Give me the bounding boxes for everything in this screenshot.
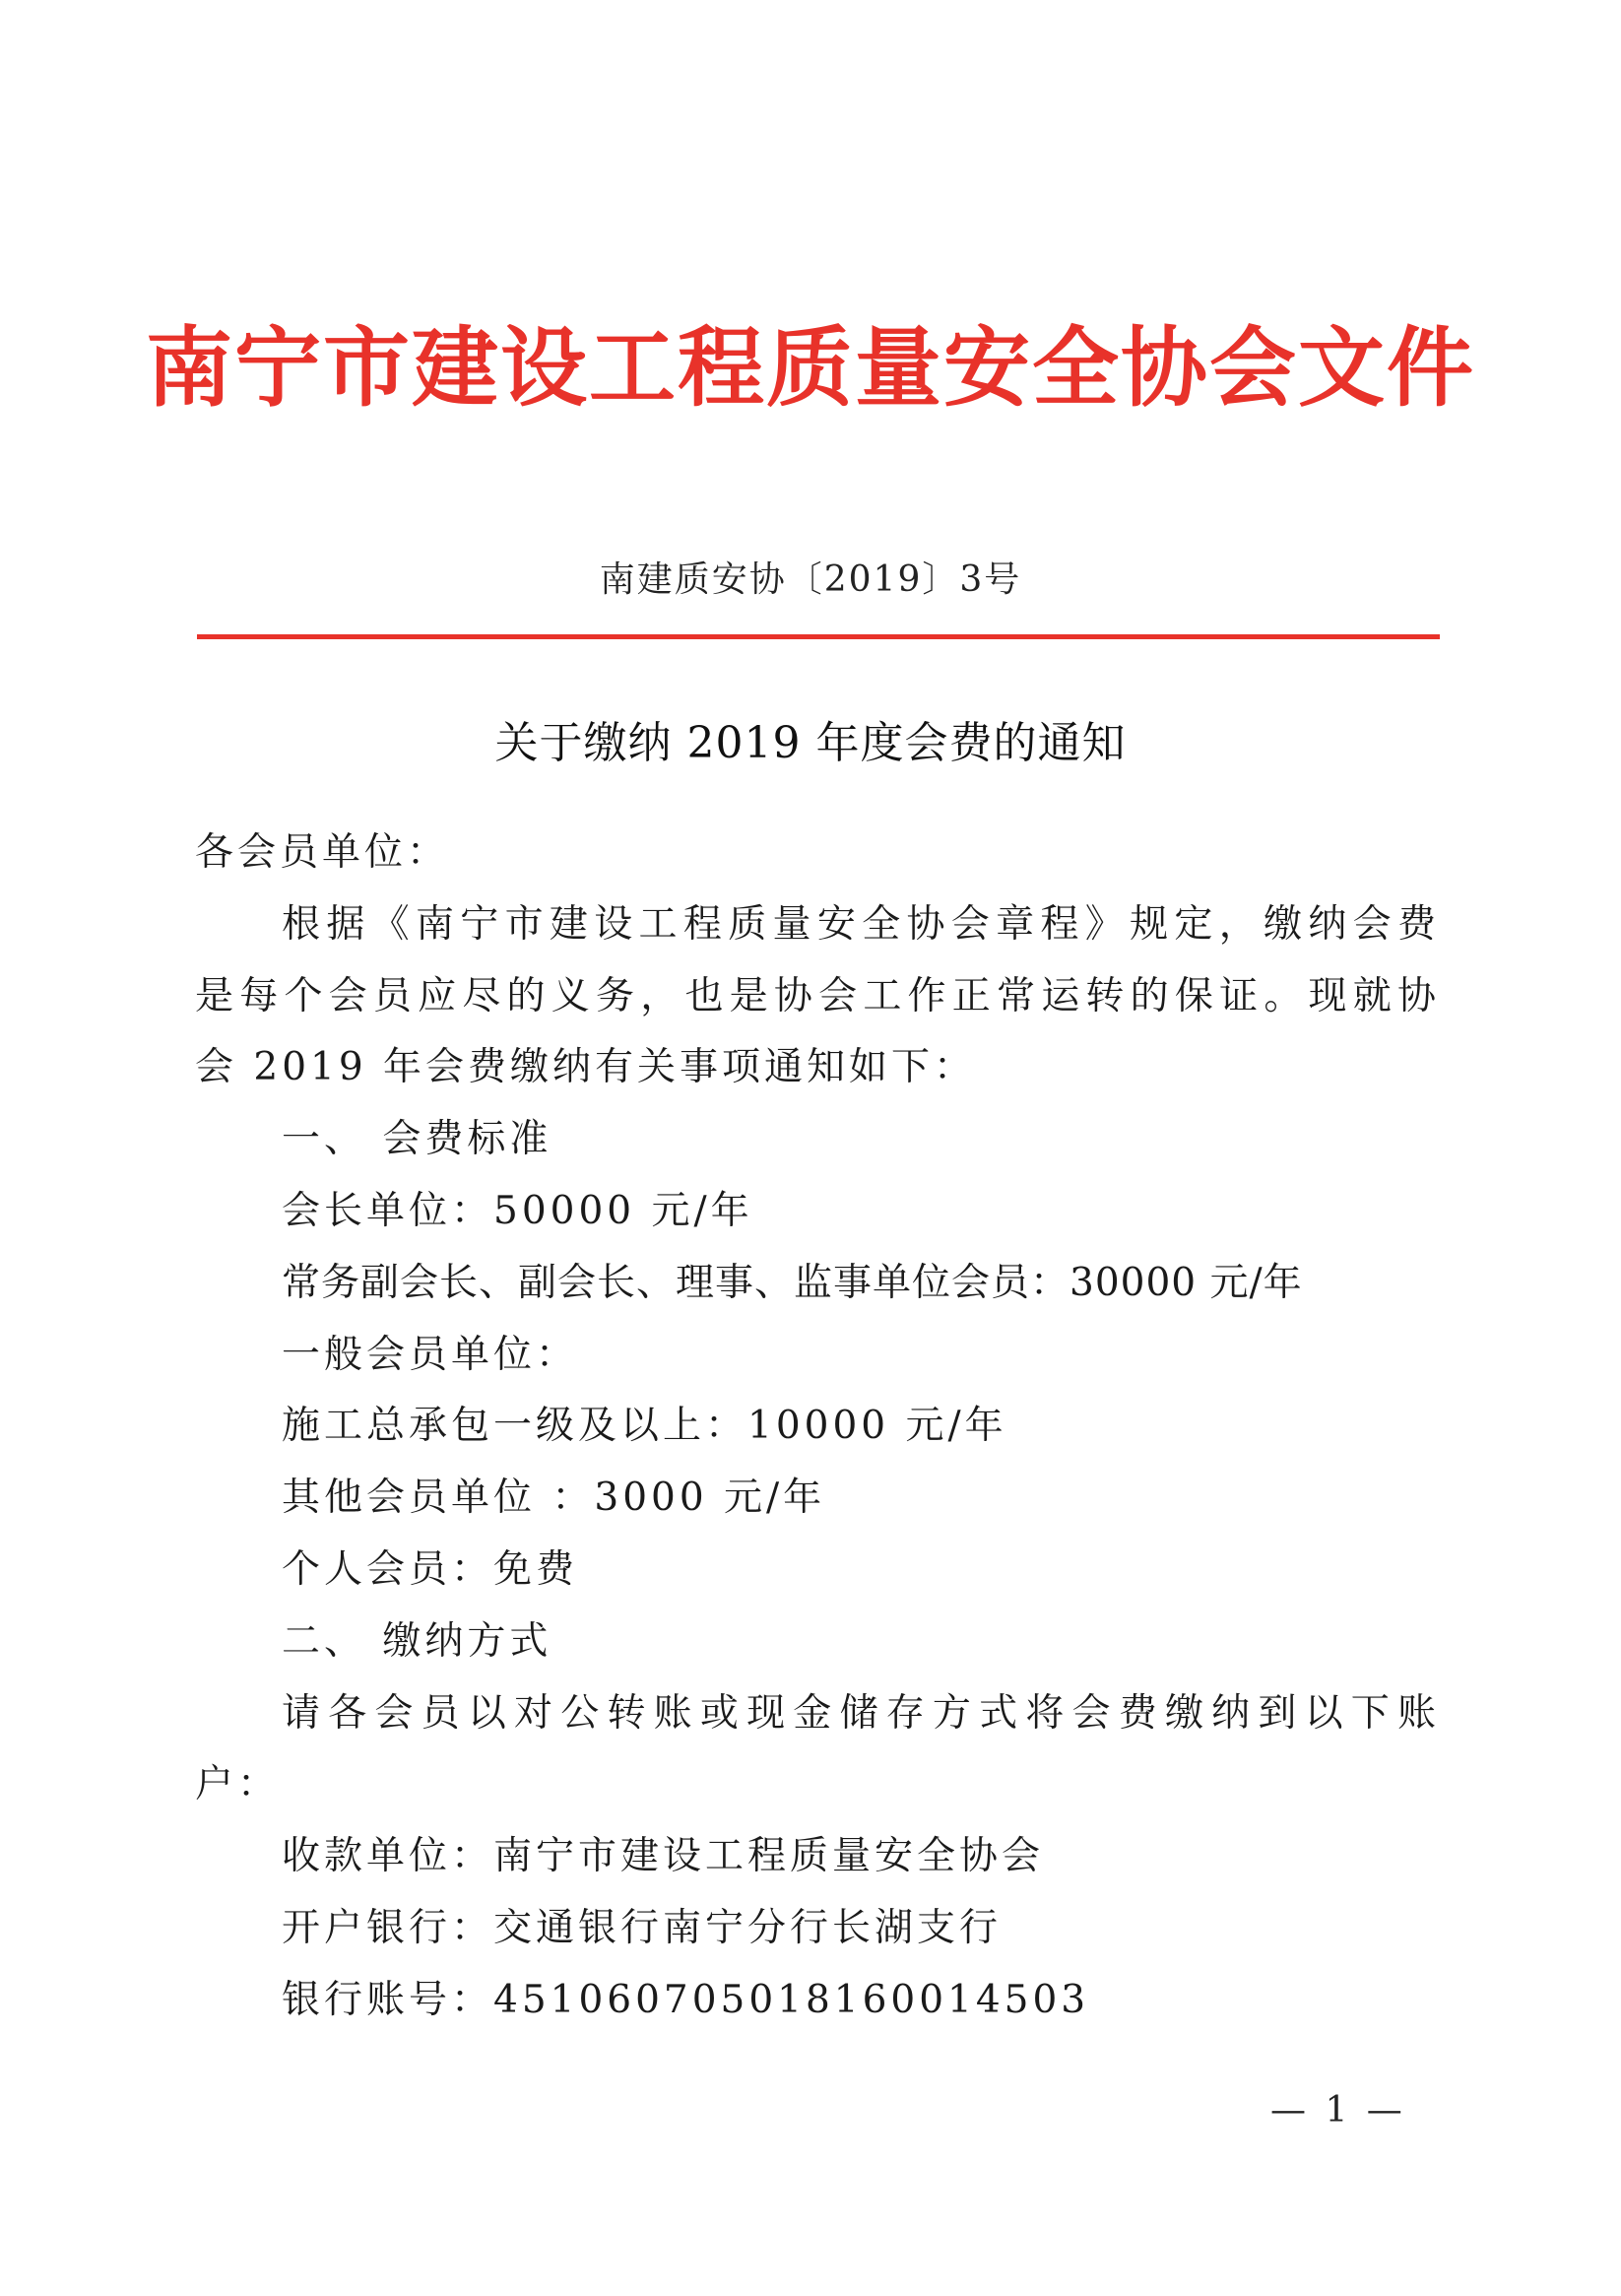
document-header-title: 南宁市建设工程质量安全协会文件	[145, 317, 1475, 419]
payee-info: 收款单位：南宁市建设工程质量安全协会	[282, 1834, 1045, 1879]
intro-paragraph-line: 是每个会员应尽的义务，也是协会工作正常运转的保证。现就协	[195, 973, 1440, 1018]
payment-paragraph-line: 请各会员以对公转账或现金储存方式将会费缴纳到以下账	[282, 1690, 1440, 1736]
bank-info: 开户银行：交通银行南宁分行长湖支行	[282, 1905, 1003, 1950]
payment-paragraph-line: 户：	[195, 1762, 281, 1807]
intro-paragraph-line: 会 2019 年会费缴纳有关事项通知如下：	[195, 1045, 977, 1090]
salutation: 各会员单位：	[195, 830, 450, 875]
notice-body	[195, 818, 1440, 2037]
fee-item-contractor: 施工总承包一级及以上：10000 元/年	[282, 1404, 1007, 1449]
fee-item-other: 其他会员单位 ：3000 元/年	[282, 1476, 826, 1521]
intro-paragraph-line: 根据《南宁市建设工程质量安全协会章程》规定，缴纳会费	[282, 901, 1440, 947]
page-number: — 1 —	[1270, 2090, 1406, 2131]
fee-item-individual: 个人会员：免费	[282, 1546, 579, 1592]
section-heading-fee-standard: 一、 会费标准	[282, 1117, 552, 1162]
account-number: 银行账号：451060705018160014503	[282, 1977, 1090, 2022]
red-divider-line	[197, 634, 1440, 639]
document-number: 南建质安协〔2019〕3号	[599, 559, 1022, 600]
notice-title: 关于缴纳 2019 年度会费的通知	[494, 718, 1127, 768]
fee-item-vice-president: 常务副会长、副会长、理事、监事单位会员：30000 元/年	[282, 1260, 1303, 1305]
fee-item-president: 会长单位：50000 元/年	[282, 1188, 753, 1233]
fee-item-general-heading: 一般会员单位：	[282, 1332, 579, 1377]
section-heading-payment-method: 二、 缴纳方式	[282, 1618, 552, 1664]
